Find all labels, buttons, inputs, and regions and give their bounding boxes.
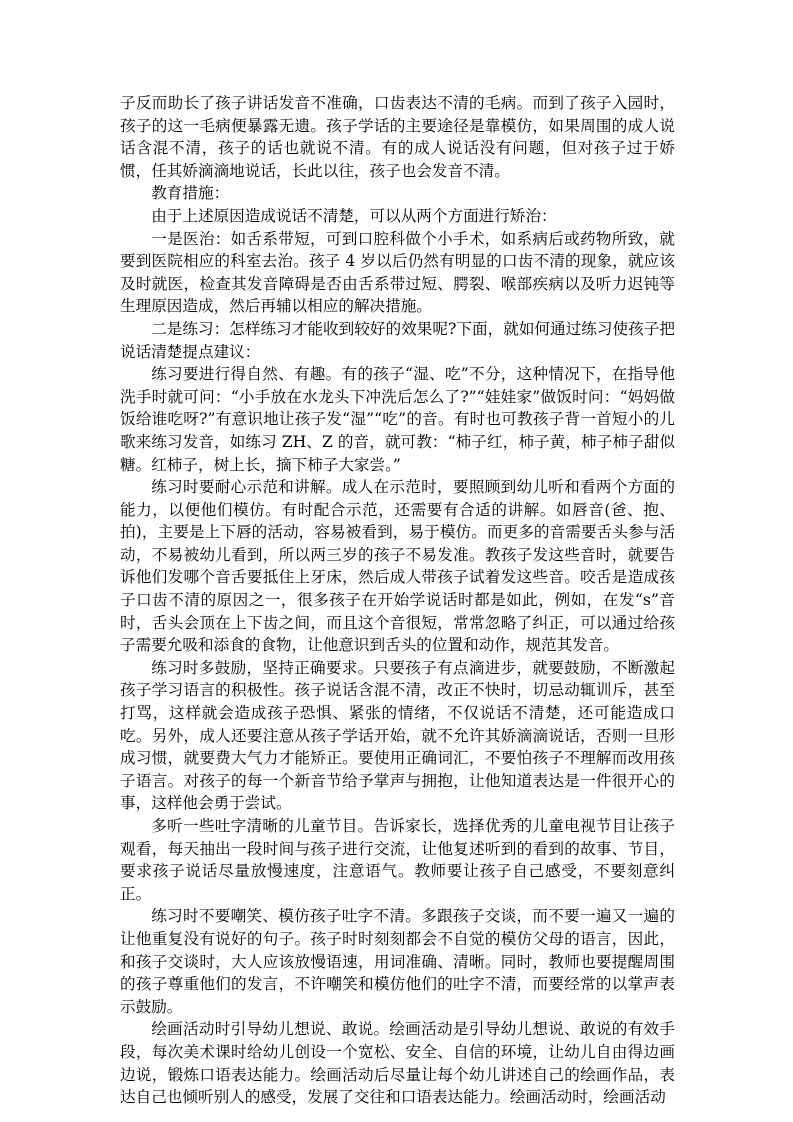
paragraph-medical-treatment: 一是医治：如舌系带短，可到口腔科做个小手术，如系病后或药物所致，就要到医院相应的科室去治。孩子 4 岁以后仍然有明显的口齿不清的现象，就应该及时就医，检查其发音障碍是否由舌系带过短、腭裂、喉部疾病以及听力迟钝等生理原因造成，然后再辅以相应的解决措施。 (120, 229, 675, 316)
paragraph-children-programs: 多听一些吐字清晰的儿童节目。告诉家长，选择优秀的儿童电视节目让孩子观看，每天抽出一段时间与孩子进行交流，让他复述听到的看到的故事、节目，要求孩子说话尽量放慢速度，注意语气。教师要让孩子自己感受，不要刻意纠正。 (120, 817, 675, 903)
paragraph-encouragement: 练习时多鼓励，坚持正确要求。只要孩子有点滴进步，就要鼓励，不断激起孩子学习语言的积极性。孩子说话含混不清，改正不快时，切忌动辄训斥，甚至打骂，这样就会造成孩子恐惧、紧张的情绪，不仅说话不清楚，还可能造成口吃。另外，成人还要注意从孩子学话开始，就不允许其娇滴滴说话，否则一旦形成习惯，就要费大气力才能矫正。要使用正确词汇，不要怕孩子不理解而改用孩子语言。对孩子的每一个新音节给予掌声与拥抱，让他知道表达是一件很开心的事，这样他会勇于尝试。 (120, 658, 675, 813)
paragraph-practice-intro: 二是练习：怎样练习才能收到较好的效果呢?下面，就如何通过练习使孩子把说话清楚提点建议： (120, 319, 675, 361)
paragraph-natural-practice: 练习要进行得自然、有趣。有的孩子“湿、吃”不分，这种情况下，在指导他洗手时就可问：“小手放在水龙头下冲洗后怎么了?”“娃娃家”做饭时问：“妈妈做饭给谁吃呀?”有意识地让孩子发“湿”“吃”的音。有时也可教孩子背一首短小的儿歌来练习发音，如练习 ZH、Z 的音，就可教：“柿子红，柿子黄，柿子柿子甜似糖。红柿子，树上长，摘下柿子大家尝。” (120, 365, 675, 474)
paragraph-drawing-activity: 绘画活动时引导幼儿想说、敢说。绘画活动是引导幼儿想说、敢说的有效手段，每次美术课时给幼儿创设一个宽松、安全、自信的环境，让幼儿自由得边画边说，锻炼口语表达能力。绘画活动后尽量让每个幼儿讲述自己的绘画作品，表达自己也倾听别人的感受，发展了交往和口语表达能力。绘画活动时，绘画活动 (120, 1020, 675, 1107)
paragraph-demonstration: 练习时要耐心示范和讲解。成人在示范时，要照顾到幼儿听和看两个方面的能力，以便他们模仿。有时配合示范，还需要有合适的讲解。如唇音(爸、抱、拍)，主要是上下唇的活动，容易被看到，易于模仿。而更多的音需要舌头参与活动，不易被幼儿看到，所以两三岁的孩子不易发准。教孩子发这些音时，就要告诉他们发哪个音舌要抵住上牙床，然后成人带孩子试着发这些音。咬舌是造成孩子口齿不清的原因之一，很多孩子在开始学说话时都是如此，例如，在发“s”音时，舌头会顶在上下齿之间，而且这个音很短，常常忽略了纠正，可以通过给孩子需要允吸和添食的食物，让他意识到舌头的位置和动作，规范其发音。 (120, 478, 675, 655)
paragraph-continuation: 子反而助长了孩子讲话发音不准确，口齿表达不清的毛病。而到了孩子入园时，孩子的这一毛病便暴露无遗。孩子学话的主要途径是靠模仿，如果周围的成人说话含混不清，孩子的话也就说不清。有的成人说话没有问题，但对孩子过于娇惯，任其娇滴滴地说话，长此以往，孩子也会发音不清。 (120, 94, 675, 180)
paragraph-no-mocking: 练习时不要嘲笑、模仿孩子吐字不清。多跟孩子交谈，而不要一遍又一遍的让他重复没有说好的句子。孩子时时刻刻都会不自觉的模仿父母的语言，因此，和孩子交谈时，大人应该放慢语速，用词准确、清晰。同时，教师也要提醒周围的孩子尊重他们的发言，不许嘲笑和模仿他们的吐字不清，而要经常的以掌声表示鼓励。 (120, 907, 675, 1016)
paragraph-two-aspects: 由于上述原因造成说话不清楚，可以从两个方面进行矫治： (151, 206, 557, 225)
document-body (120, 92, 675, 1109)
paragraph-education-measures-heading: 教育措施： (151, 184, 230, 203)
